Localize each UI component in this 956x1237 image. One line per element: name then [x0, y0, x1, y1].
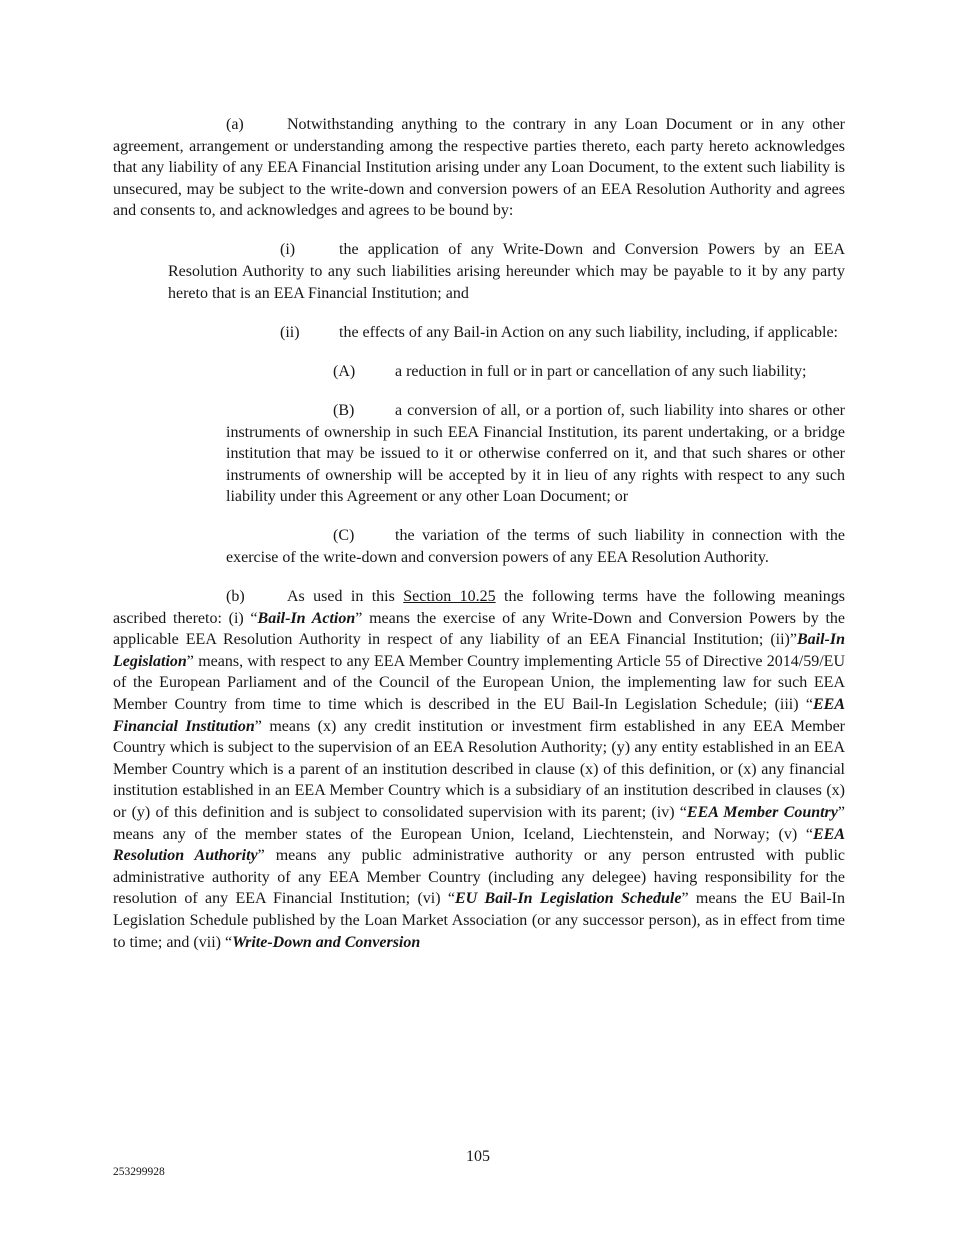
paragraph-i: [168, 239, 845, 304]
paragraph-B: [226, 400, 845, 508]
document-id-number: 253299928: [113, 1166, 165, 1178]
paragraph-C: [226, 525, 845, 568]
paragraph-B-text: a conversion of all, or a portion of, such liability into shares or other instruments of ownership in such EEA Financial Institution, its parent undertaking, or a bridge institution that may be issued to it or otherwise conferred on it, and that such shares or other instruments of ownership will be accepted by it in lieu of any rights with respect to any such liability under this Agreement or any other Loan Document; or: [226, 401, 845, 506]
paragraph-C-label: (C): [333, 527, 355, 545]
page-number: 105: [466, 1148, 490, 1165]
paragraph-A-text: a reduction in full or in part or cancellation of any such liability;: [395, 362, 807, 380]
paragraph-a-label: (a): [226, 116, 244, 133]
document-body: [113, 114, 845, 971]
paragraph-A: [226, 361, 845, 383]
paragraph-b-label: (b): [226, 588, 245, 606]
paragraph-ii-label: (ii): [280, 323, 300, 341]
paragraph-B-label: (B): [333, 401, 355, 419]
paragraph-b: [113, 586, 845, 953]
paragraph-A-label: (A): [333, 362, 356, 380]
paragraph-a: [113, 114, 845, 222]
paragraph-ii: [168, 322, 845, 344]
paragraph-C-text: the variation of the terms of such liability in connection with the exercise of the write-down and conversion powers of any EEA Resolution Authority.: [226, 527, 845, 566]
paragraph-a-text: Notwithstanding anything to the contrary in any Loan Document or in any other agreement, arrangement or understanding among the respective parties thereto, each party hereto acknowledges that any liability of any EEA Financial Institution arising under any Loan Document, to the extent such liability is unsecured, may be subject to the write-down and conversion powers of an EEA Resolution Authority and agrees and consents to, and acknowledges and agrees to be bound by:: [113, 116, 845, 220]
paragraph-i-label: (i): [280, 241, 296, 259]
paragraph-b-text: As used in this Section 10.25 the following terms have the following meanings ascribed thereto: (i) “Bail-In Action” means the exercise of any Write-Down and Conversion Powers by the applicable EEA Resolution Authority in respect of any liability of an EEA Financial Institution; (ii)”Bail-In Legislation” means, with respect to any EEA Member Country implementing Article 55 of Directive 2014/59/EU of the European Parliament and of the Council of the European Union, the implementing law for such EEA Member Country from time to time which is described in the EU Bail-In Legislation Schedule; (iii) “EEA Financial Institution” means (x) any credit institution or investment firm established in any EEA Member Country which is subject to the supervision of an EEA Resolution Authority; (y) any entity established in an EEA Member Country which is a parent of an institution described in clause (x) of this definition, or (x) any financial institution established in an EEA Member Country which is a subsidiary of an institution described in clauses (x) or (y) of this definition and is subject to consolidated supervision with its parent; (iv) “EEA Member Country” means any of the member states of the European Union, Iceland, Liechtenstein, and Norway; (v) “EEA Resolution Authority” means any public administrative authority or any person entrusted with public administrative authority of any EEA Member Country (including any delegee) having responsibility for the resolution of any EEA Financial Institution; (vi) “EU Bail-In Legislation Schedule” means the EU Bail-In Legislation Schedule published by the Loan Market Association (or any successor person), as in effect from time to time; and (vii) “Write-Down and Conversion: [113, 588, 846, 951]
paragraph-i-text: the application of any Write-Down and Conversion Powers by an EEA Resolution Authority to any such liabilities arising hereunder which may be payable to it by any party hereto that is an EEA Financial Institution; and: [168, 241, 845, 302]
paragraph-ii-text: the effects of any Bail-in Action on any such liability, including, if applicable:: [339, 323, 838, 341]
